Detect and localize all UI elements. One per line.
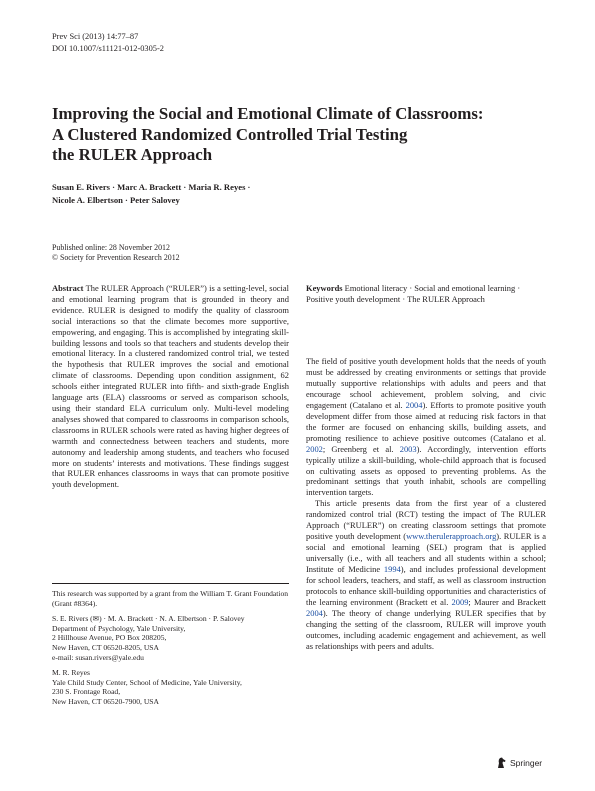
abstract-text: The RULER Approach (“RULER”) is a setting-level, social and emotional learning program that is grounded in theory and evidence. RULER is designed to modify the quality of classroom social interactions so that the climate becomes more supportive, empowering, and engaging. This is accomplished by integrating skill-building lessons and tools so that teachers and students develop their emotional literacy. In a clustered randomized control trial, we tested the hypothesis that RULER improves the social and emotional climate of classrooms. Depending upon condition assignment, 62 schools either integrated RULER into fifth- and sixth-grade English language arts (ELA) classrooms or served as comparison schools, using their standard ELA curriculum only. Multi-level modeling analyses showed that compared to classrooms in comparison schools, classrooms in RULER schools were rated as having higher degrees of warmth and connectedness between teachers and students, more autonomy and leadership among students, and teachers who focused more on students’ interests and motivations. These findings suggest that RULER enhances classrooms in ways that can promote positive youth development. (52, 283, 289, 490)
author-line: Nicole A. Elbertson · Peter Salovey (52, 195, 180, 205)
body-span: This article presents data from the first year of a clustered randomized control trial (RCT) testing the impact of The RULER Approach (“RULER”) on creating classroom settings that promote positive youth development ( (306, 498, 546, 542)
body-paragraph-2 (306, 498, 546, 651)
affiliation-line: New Haven, CT 06520-8205, USA (52, 643, 160, 653)
springer-horse-icon (496, 757, 507, 769)
body-span: ). Efforts to promote positive youth development differ from those aimed at reducing risk factors in that the former are focused on enhancing skills, building assets, and promoting resilience to achieve positive outcomes (Catalano et al. (306, 399, 546, 443)
publication-info (52, 243, 180, 263)
citation-link[interactable]: 2009 (451, 596, 469, 607)
citation-link[interactable]: 1994 (383, 564, 401, 575)
affiliation-line: Department of Psychology, Yale University, (52, 623, 186, 633)
footnotes (52, 589, 292, 712)
affiliation-2 (52, 668, 292, 707)
author-line: Susan E. Rivers · Marc A. Brackett · Maria R. Reyes · (52, 182, 251, 192)
citation-link[interactable]: 2002 (306, 443, 323, 454)
website-link[interactable]: www.therulerapproach.org (406, 531, 497, 542)
publisher-name: Springer (510, 758, 543, 768)
citation-link[interactable]: 2004 (405, 399, 423, 410)
affiliation-line: 2 Hillhouse Avenue, PO Box 208205, (52, 633, 167, 643)
journal-citation: Prev Sci (2013) 14:77–87 (52, 32, 139, 41)
body-span: ). RULER is a social and emotional learning (SEL) program that is applied universally (i.e., with all teachers and all students within a school; Institute of Medicine (306, 531, 547, 575)
title-line: A Clustered Randomized Controlled Trial Testing (52, 124, 408, 144)
affiliation-line: S. E. Rivers (✉) · M. A. Brackett · N. A. Elbertson · P. Salovey (52, 613, 245, 623)
citation-link[interactable]: 2004 (306, 607, 323, 618)
body-span: ; Maurer and Brackett (468, 596, 546, 607)
affiliation-1 (52, 614, 292, 663)
publisher-logo (496, 757, 542, 769)
body-span: ). Accordingly, intervention efforts typically utilize a skill-building, whole-child approach that is focused on cultivating assets as opposed to preventing problems. As the predominant settings that youth inhabit, schools are compelling intervention targets. (306, 443, 546, 498)
email-line[interactable]: e-mail: susan.rivers@yale.edu (52, 652, 144, 662)
citation-link[interactable]: 2003 (399, 443, 417, 454)
title-line: Improving the Social and Emotional Climate of Classrooms: (52, 104, 484, 123)
paper-title (52, 104, 552, 166)
keywords-text: Emotional literacy · Social and emotional learning · Positive youth development · The RULER Approach (306, 283, 521, 304)
body-span: The field of positive youth development holds that the needs of youth must be addressed by creating environments or settings that provide mutually supportive relationships with adults and peers and that encourage school achievement, problem solving, and civic engagement (Catalano et al. (306, 356, 546, 410)
affiliation-line: Yale Child Study Center, School of Medicine, Yale University, (52, 677, 242, 687)
affiliation-line: New Haven, CT 06520-7900, USA (52, 697, 160, 707)
keywords-label: Keywords (306, 283, 343, 293)
affiliation-line: M. R. Reyes (52, 667, 90, 677)
journal-header (52, 31, 164, 54)
abstract (52, 283, 289, 490)
footnote-divider (52, 583, 289, 584)
body-span: ). The theory of change underlying RULER specifies that by changing the setting of the classroom, RULER will improve youth outcomes, including academic engagement and achievement, as well as relationships with peers and adults. (306, 607, 546, 651)
body-span: ; Greenberg et al. (322, 443, 400, 454)
doi: DOI 10.1007/s11121-012-0305-2 (52, 43, 164, 53)
published-date: Published online: 28 November 2012 (52, 243, 170, 252)
affiliation-line: 230 S. Frontage Road, (52, 687, 121, 697)
body-text (306, 356, 546, 652)
author-list (52, 181, 250, 207)
keywords (306, 283, 546, 305)
body-span: ), and includes professional development for school leaders, teachers, and staff, as well as classroom instruction protocols to enhance skill-building opportunities and characteristics of the learning environment (Brackett et al. (306, 564, 546, 607)
title-line: the RULER Approach (52, 145, 213, 164)
body-paragraph-1 (306, 356, 546, 498)
funding-note: This research was supported by a grant from the William T. Grant Foundation (Grant #8364). (52, 589, 289, 608)
copyright: © Society for Prevention Research 2012 (52, 253, 180, 262)
abstract-label: Abstract (52, 283, 84, 293)
